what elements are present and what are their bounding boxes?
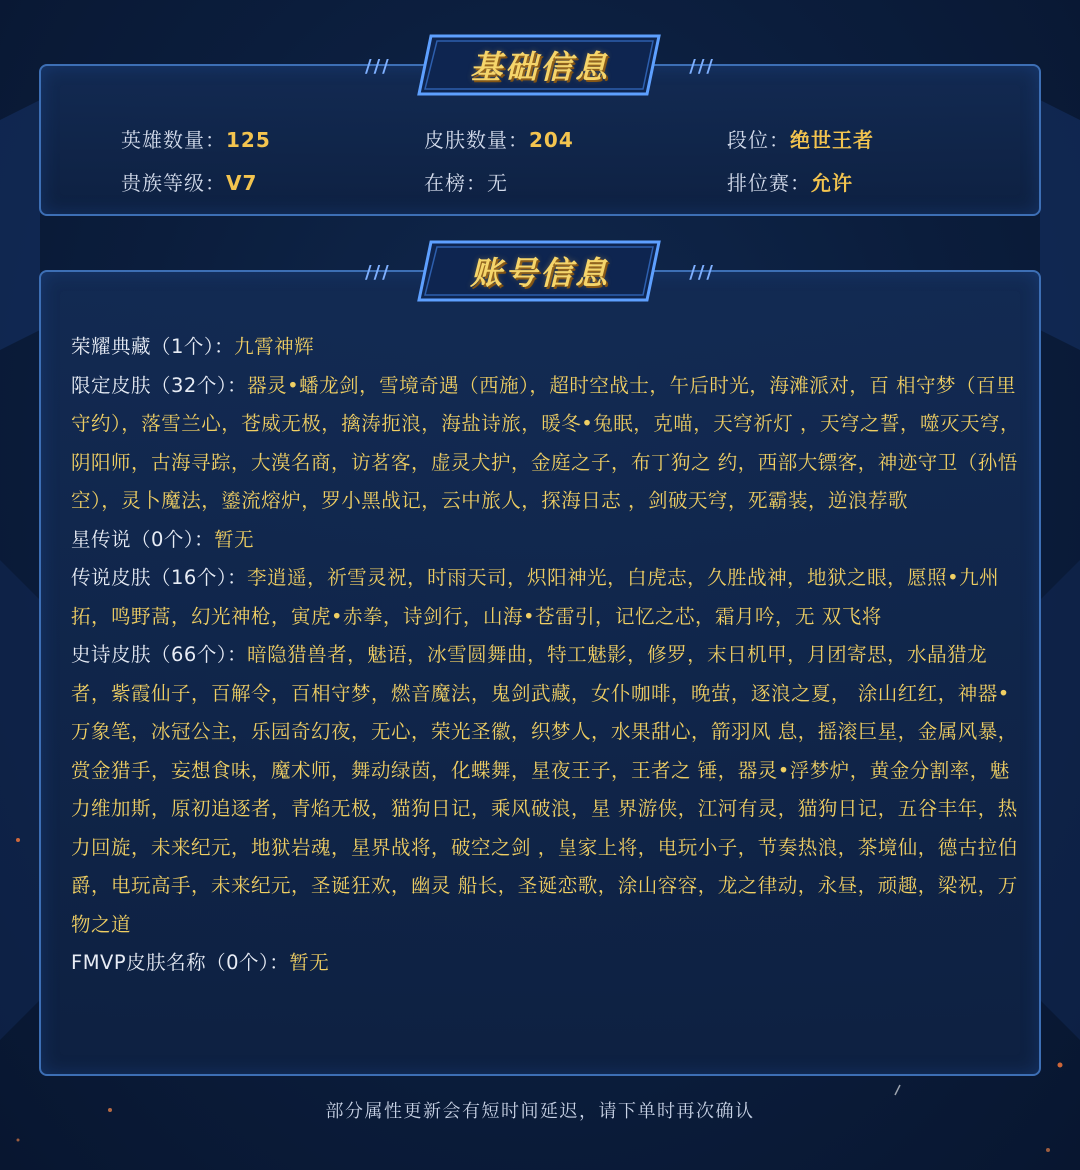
row-items: 九霄神辉: [234, 335, 315, 358]
row-label: 荣耀典藏（1个）：: [71, 335, 235, 358]
list-item-honor-collection: [71, 328, 1021, 367]
footer-note: 部分属性更新会有短时间延迟，请下单时再次确认: [325, 1101, 755, 1122]
row-label: FMVP皮肤名称（0个）：: [71, 951, 290, 974]
row-items: 暗隐猎兽者，魅语，冰雪圆舞曲，特工魅影，修罗，末日机甲，月团寄思，水晶猎龙者，紫霞仙子，百解令，百相守梦，燃音魔法，鬼剑武藏，女仆咖啡，晚萤，逐浪之夏， 涂山红红，神器•万象笔，冰冠公主，乐园奇幻夜，无心，荣光圣徽，织梦人，水果甜心，箭羽风 息，摇滚巨星，金属风暴，赏金猎手，妄想食味，魔术师，舞动绿茵，化蝶舞，星夜王子，王者之 锤，器灵•浮梦炉，黄金分割率，魅力维加斯，原初追逐者，青焰无极，猫狗日记，乘风破浪，星 界游侠，江河有灵，猫狗日记，五谷丰年，热力回旋，未来纪元，地狱岩魂，星界战将，破空之剑 ，皇家上将，电玩小子，节奏热浪，茶境仙，德古拉伯爵，电玩高手，未来纪元，圣诞狂欢，幽灵 船长，圣诞恋歌，涂山容容，龙之律动，永昼，顽趣，梁祝，万物之道: [71, 643, 1018, 936]
list-item-epic-skins: [71, 636, 1021, 944]
ranked-match-value: 允许: [811, 171, 853, 195]
row-items: 暂无: [289, 951, 330, 974]
rank-stat: [727, 124, 1021, 153]
title-ticks-left: ///: [365, 262, 391, 283]
noble-level-label: 贵族等级：: [121, 171, 226, 195]
leaderboard-value: 无: [487, 171, 508, 195]
rank-label: 段位：: [727, 128, 790, 152]
account-info-title: 账号信息: [469, 254, 610, 292]
hero-count-value: 125: [226, 128, 271, 152]
account-info-panel: [39, 270, 1041, 1076]
account-info-title-plate: [365, 240, 715, 302]
list-item-limited-skins: [71, 367, 1021, 521]
account-info-list: [71, 328, 1021, 983]
row-label: 限定皮肤（32个）：: [71, 373, 248, 397]
basic-stats-grid: [121, 124, 1021, 196]
hero-count-stat: [121, 124, 424, 153]
row-label: 星传说（0个）：: [71, 527, 215, 551]
skin-count-value: 204: [529, 128, 574, 152]
skin-count-label: 皮肤数量：: [424, 128, 529, 152]
hero-count-label: 英雄数量：: [121, 128, 226, 152]
title-ticks-right: ///: [689, 262, 715, 283]
noble-level-stat: [121, 167, 424, 196]
basic-info-title-plate: [365, 34, 715, 96]
row-label: 传说皮肤（16个）：: [71, 566, 248, 589]
list-item-star-legend: [71, 521, 1021, 560]
basic-info-title: 基础信息: [469, 48, 610, 86]
leaderboard-label: 在榜：: [424, 171, 487, 195]
title-ticks-right: ///: [689, 56, 715, 77]
row-items: 李逍遥，祈雪灵祝，时雨天司，炽阳神光，白虎志，久胜战神，地狱之眼，愿照•九州拓，鸣野蒿，幻光神枪，寅虎•赤拳，诗剑行，山海•苍雷引，记忆之芯，霜月吟，无 双飞将: [71, 566, 1000, 628]
row-label: 史诗皮肤（66个）：: [71, 643, 248, 666]
rank-value: 绝世王者: [790, 128, 874, 152]
list-item-legend-skins: [71, 559, 1021, 636]
ranked-match-stat: [727, 167, 1021, 196]
list-item-fmvp-skins: [71, 944, 1021, 983]
leaderboard-stat: [424, 167, 727, 196]
noble-level-value: V7: [226, 171, 258, 195]
row-items: 器灵•蟠龙剑，雪境奇遇（西施），超时空战士，午后时光，海滩派对，百 相守梦（百里守约），落雪兰心，苍威无极，擒涛扼浪，海盐诗旅，暖冬•兔眠，克喵，天穹祈灯 ，天穹之誓，噬灭天穹，阴阳师，古海寻踪，大漠名商，访茗客，虚灵犬护，金庭之子，布丁狗之 约，西部大镖客，神迹守卫（孙悟空），灵卜魔法，鎏流熔炉，罗小黑战记，云中旅人，探海日志 ，剑破天穹，死霸装，逆浪荐歌: [71, 373, 1020, 512]
skin-count-stat: [424, 124, 727, 153]
ranked-match-label: 排位赛：: [727, 171, 811, 195]
title-ticks-left: ///: [365, 56, 391, 77]
row-items: 暂无: [214, 527, 255, 551]
